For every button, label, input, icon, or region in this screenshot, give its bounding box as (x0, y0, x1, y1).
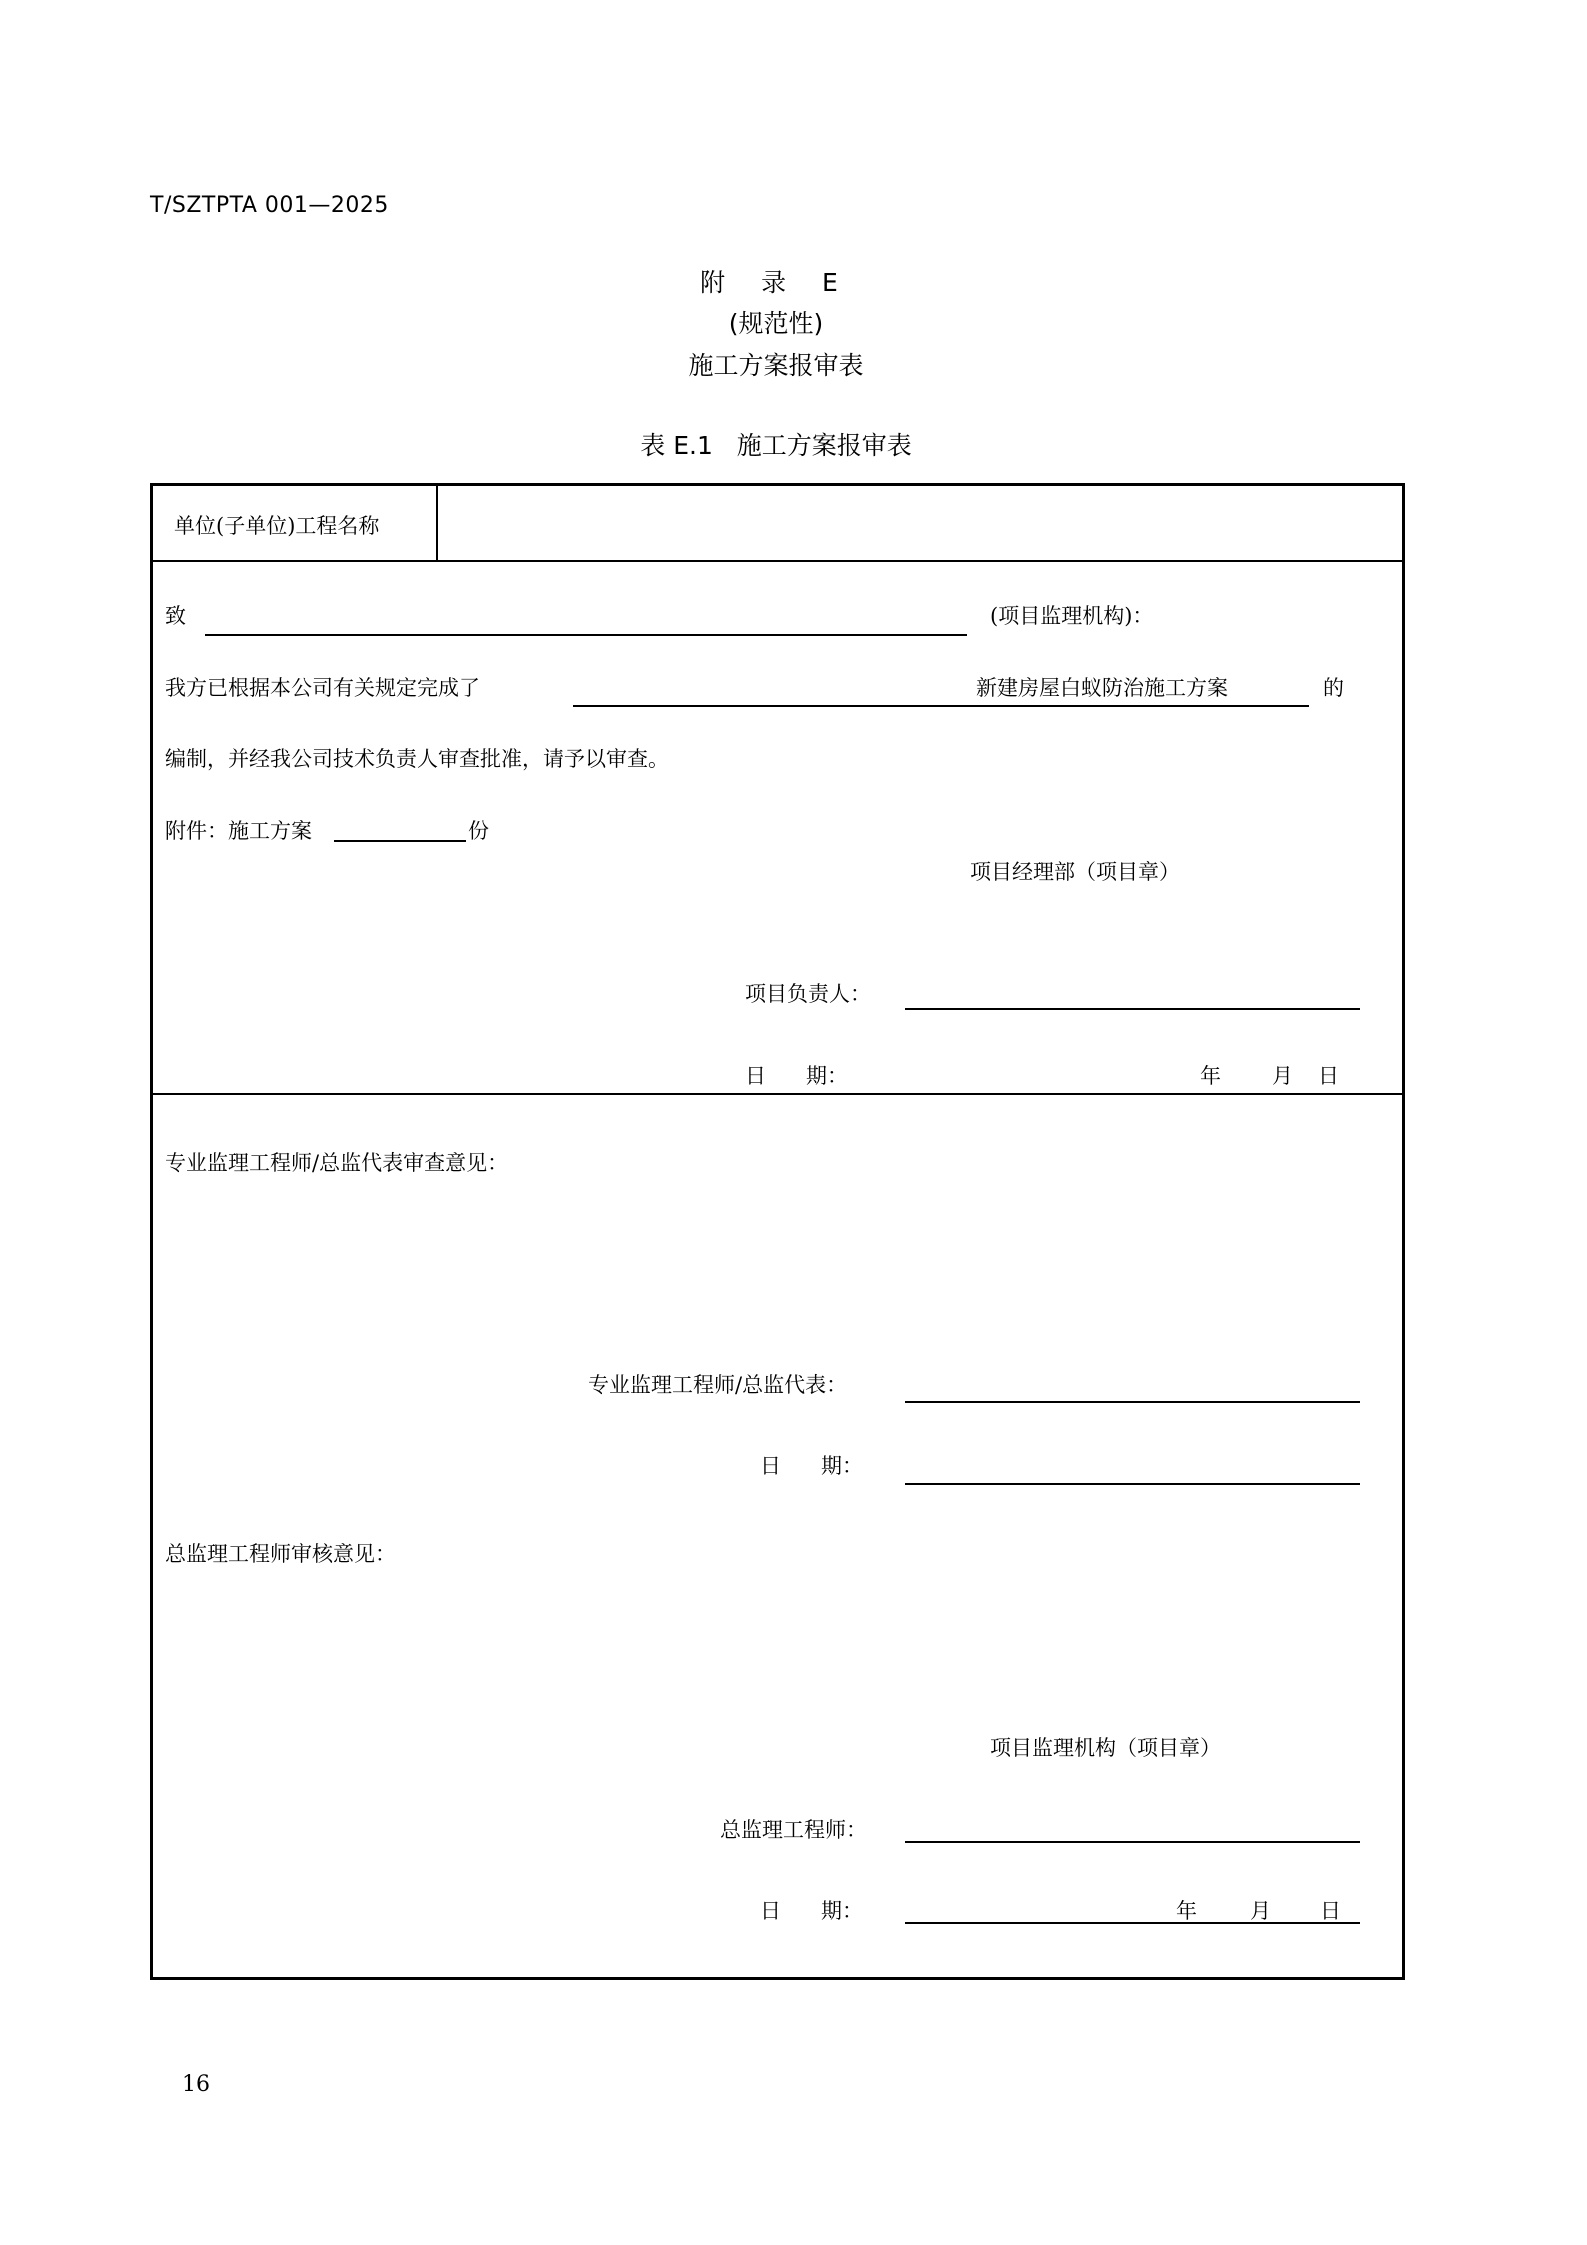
specialist-signature-underline (905, 1401, 1360, 1403)
project-leader-underline (905, 1008, 1360, 1010)
attachment-count-underline (334, 840, 466, 842)
chief-review-comments[interactable] (165, 1576, 1365, 1726)
plan-name-underline (573, 705, 1309, 707)
contractor-date-year[interactable]: 年 (1200, 1064, 1221, 1088)
approval-statement: 编制，并经我公司技术负责人审查批准，请予以审查。 (165, 747, 669, 771)
plan-name-field[interactable]: 新建房屋白蚁防治施工方案 (976, 676, 1228, 700)
chief-review-heading: 总监理工程师审核意见： (165, 1542, 396, 1566)
contractor-date-day[interactable]: 日 (1318, 1064, 1339, 1088)
specialist-date-field[interactable] (905, 1446, 1355, 1476)
supervision-stamp-label: 项目监理机构（项目章） (990, 1736, 1221, 1760)
to-suffix: (项目监理机构)： (990, 604, 1154, 628)
specialist-review-comments[interactable] (165, 1185, 1365, 1335)
col-divider (436, 483, 438, 561)
specialist-review-heading: 专业监理工程师/总监代表审查意见： (165, 1151, 509, 1175)
appendix-name: 施工方案报审表 (688, 351, 864, 380)
project-leader-signature-field[interactable] (905, 975, 1355, 1005)
chief-date-day[interactable]: 日 (1320, 1899, 1341, 1923)
project-name-field[interactable] (450, 510, 1380, 540)
project-leader-label: 项目负责人： (745, 982, 871, 1006)
completion-suffix: 的 (1323, 676, 1344, 700)
row-divider-2 (150, 1093, 1402, 1095)
specialist-signature-field[interactable] (905, 1366, 1355, 1396)
chief-date-month[interactable]: 月 (1250, 1899, 1271, 1923)
chief-date-label: 日 期： (760, 1899, 864, 1923)
project-name-label: 单位(子单位)工程名称 (174, 514, 380, 538)
specialist-date-label: 日 期： (760, 1454, 864, 1478)
standard-code: T/SZTPTA 001—2025 (150, 193, 389, 218)
appendix-nature: (规范性) (728, 309, 824, 338)
completion-prefix: 我方已根据本公司有关规定完成了 (165, 676, 480, 700)
specialist-date-underline (905, 1483, 1360, 1485)
specialist-signer-label: 专业监理工程师/总监代表： (588, 1373, 848, 1397)
attachment-prefix: 附件：施工方案 (165, 819, 312, 843)
attachment-count-field[interactable] (334, 815, 464, 843)
contractor-date-label: 日 期： (745, 1064, 849, 1088)
chief-date-underline (905, 1922, 1360, 1924)
to-recipient-field[interactable] (205, 600, 965, 630)
contractor-stamp-label: 项目经理部（项目章） (970, 860, 1180, 884)
chief-engineer-underline (905, 1841, 1360, 1843)
contractor-date-month[interactable]: 月 (1272, 1064, 1293, 1088)
page-number: 16 (182, 2072, 210, 2097)
attachment-suffix: 份 (468, 819, 489, 843)
chief-date-year[interactable]: 年 (1176, 1899, 1197, 1923)
row-divider-1 (150, 560, 1402, 562)
chief-engineer-label: 总监理工程师： (720, 1818, 867, 1842)
chief-engineer-signature-field[interactable] (905, 1810, 1355, 1840)
to-recipient-underline (205, 634, 967, 636)
to-prefix: 致 (165, 604, 186, 628)
table-caption: 表 E.1 施工方案报审表 (640, 431, 912, 460)
appendix-title: 附 录 E (700, 268, 852, 297)
